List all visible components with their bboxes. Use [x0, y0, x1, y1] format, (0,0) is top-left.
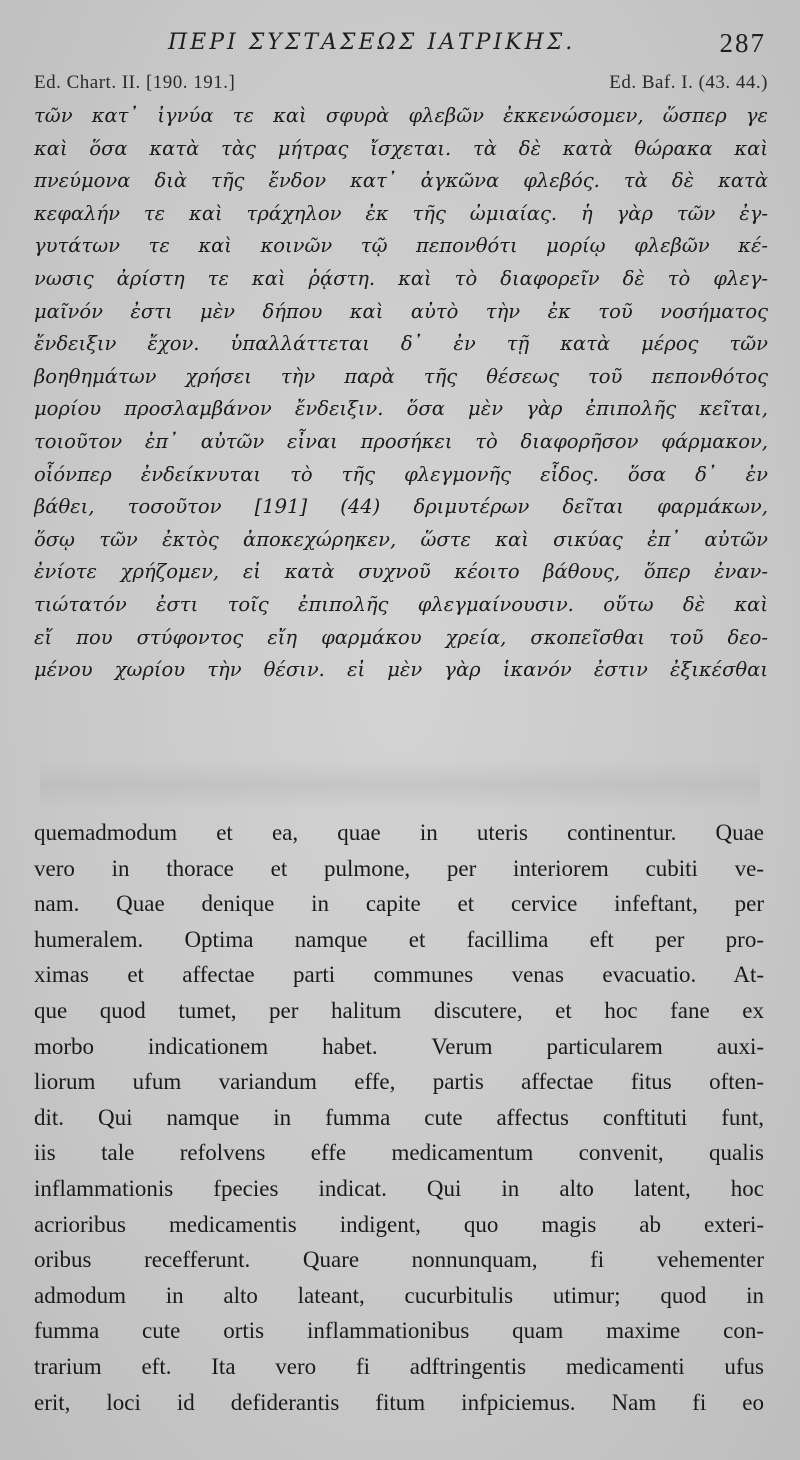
greek-text-line: νωσις ἀρίστη τε καὶ ῥᾴστη. καὶ τὸ διαφορεῖν δὲ τὸ φλεγ-: [34, 266, 768, 290]
latin-text-block: [34, 815, 764, 1420]
greek-text-line: εἴ που στύφοντος εἴη φαρμάκου χρεία, σκοπεῖσθαι τοῦ δεο-: [34, 625, 768, 649]
latin-text-line: humeralem. Optima namque et facillima eft per pro-: [34, 926, 764, 952]
latin-text-line: erit, loci id defiderantis fitum infpiciemus. Nam fi eo: [34, 1389, 764, 1415]
latin-text-line: morbo indicationem habet. Verum particularem auxi-: [34, 1033, 764, 1059]
greek-text-line: καὶ ὅσα κατὰ τὰς μήτρας ἴσχεται. τὰ δὲ κατὰ θώρακα καὶ: [34, 136, 768, 160]
latin-text-line: fumma cute ortis inflammationibus quam maxime con-: [34, 1318, 764, 1344]
greek-text-line: μένου χωρίου τὴν θέσιν. εἰ μὲν γὰρ ἱκανόν ἐστιν ἐξικέσθαι: [34, 658, 768, 682]
latin-text-line: dit. Qui namque in fumma cute affectus conftituti funt,: [34, 1104, 764, 1130]
latin-text-line: ximas et affectae parti communes venas evacuatio. At-: [34, 962, 764, 988]
greek-text-line: οἷόνπερ ἐνδείκνυται τὸ τῆς φλεγμονῆς εἶδος. ὅσα δ᾽ ἐν: [34, 462, 768, 486]
latin-text-line: vero in thorace et pulmone, per interiorem cubiti ve-: [34, 855, 764, 881]
greek-text-line: πνεύμονα διὰ τῆς ἔνδον κατ᾽ ἀγκῶνα φλεβός. τὰ δὲ κατὰ: [34, 169, 768, 193]
greek-text-block: [34, 100, 768, 687]
latin-text-line: quemadmodum et ea, quae in uteris continentur. Quae: [34, 820, 764, 845]
latin-text-line: liorum ufum variandum effe, partis affectae fitus often-: [34, 1069, 764, 1095]
running-title: ΠΕΡΙ ΣΥΣΤΑΣΕΩΣ ΙΑΤΡΙΚΗΣ.: [168, 30, 576, 55]
latin-text-line: iis tale refolvens effe medicamentum convenit, qualis: [34, 1140, 764, 1166]
greek-text-line: κεφαλήν τε καὶ τράχηλον ἐκ τῆς ὠμιαίας. ἡ γὰρ τῶν ἐγ-: [34, 201, 768, 225]
latin-text-line: nam. Quae denique in capite et cervice infeftant, per: [34, 891, 764, 917]
greek-text-line: τοιοῦτον ἐπ᾽ αὐτῶν εἶναι προσήκει τὸ διαφορῆσον φάρμακον,: [34, 429, 768, 453]
bleed-through-shadow: [40, 760, 760, 810]
greek-text-line: μαῖνόν ἐστι μὲν δήπου καὶ αὐτὸ τὴν ἐκ τοῦ νοσήματος: [34, 299, 768, 323]
greek-text-line: ἐνίοτε χρήζομεν, εἰ κατὰ συχνοῦ κέοιτο βάθους, ὅπερ ἐναν-: [34, 560, 768, 584]
page-number: 287: [719, 28, 766, 58]
greek-text-line: ἔνδειξιν ἔχον. ὑπαλλάττεται δ᾽ ἐν τῇ κατὰ μέρος τῶν: [34, 332, 768, 356]
edition-reference-line: [34, 72, 768, 96]
latin-text-line: inflammationis fpecies indicat. Qui in alto latent, hoc: [34, 1175, 764, 1201]
latin-text-line: que quod tumet, per halitum discutere, et hoc fane ex: [34, 997, 764, 1023]
running-head: [0, 30, 800, 64]
latin-text-line: oribus recefferunt. Quare nonnunquam, fi vehementer: [34, 1247, 764, 1273]
greek-text-line: ὅσῳ τῶν ἐκτὸς ἀποκεχώρηκεν, ὥστε καὶ σικύας ἐπ᾽ αὐτῶν: [34, 527, 768, 551]
latin-text-line: acrioribus medicamentis indigent, quo magis ab exteri-: [34, 1211, 764, 1237]
greek-text-line: βοηθημάτων χρήσει τὴν παρὰ τῆς θέσεως τοῦ πεπονθότος: [34, 364, 768, 388]
greek-text-line: μορίου προσλαμβάνον ἔνδειξιν. ὅσα μὲν γὰρ ἐπιπολῆς κεῖται,: [34, 397, 768, 421]
greek-text-line: βάθει, τοσοῦτον [191] (44) δριμυτέρων δεῖται φαρμάκων,: [34, 495, 768, 519]
latin-text-line: trarium eft. Ita vero fi adftringentis medicamenti ufus: [34, 1353, 764, 1379]
greek-text-line: τῶν κατ᾽ ἰγνύα τε καὶ σφυρὰ φλεβῶν ἐκκενώσομεν, ὥσπερ γε: [34, 104, 768, 127]
edition-reference-chartier: Ed. Chart. II. [190. 191.]: [34, 72, 236, 93]
latin-text-line: admodum in alto lateant, cucurbitulis utimur; quod in: [34, 1282, 764, 1308]
greek-text-line: τιώτατόν ἐστι τοῖς ἐπιπολῆς φλεγμαίνουσιν. οὕτω δὲ καὶ: [34, 592, 768, 616]
greek-text-line: γυτάτων τε καὶ κοινῶν τῷ πεπονθότι μορίῳ φλεβῶν κέ-: [34, 234, 768, 258]
edition-reference-basel: Ed. Baf. I. (43. 44.): [609, 72, 768, 93]
